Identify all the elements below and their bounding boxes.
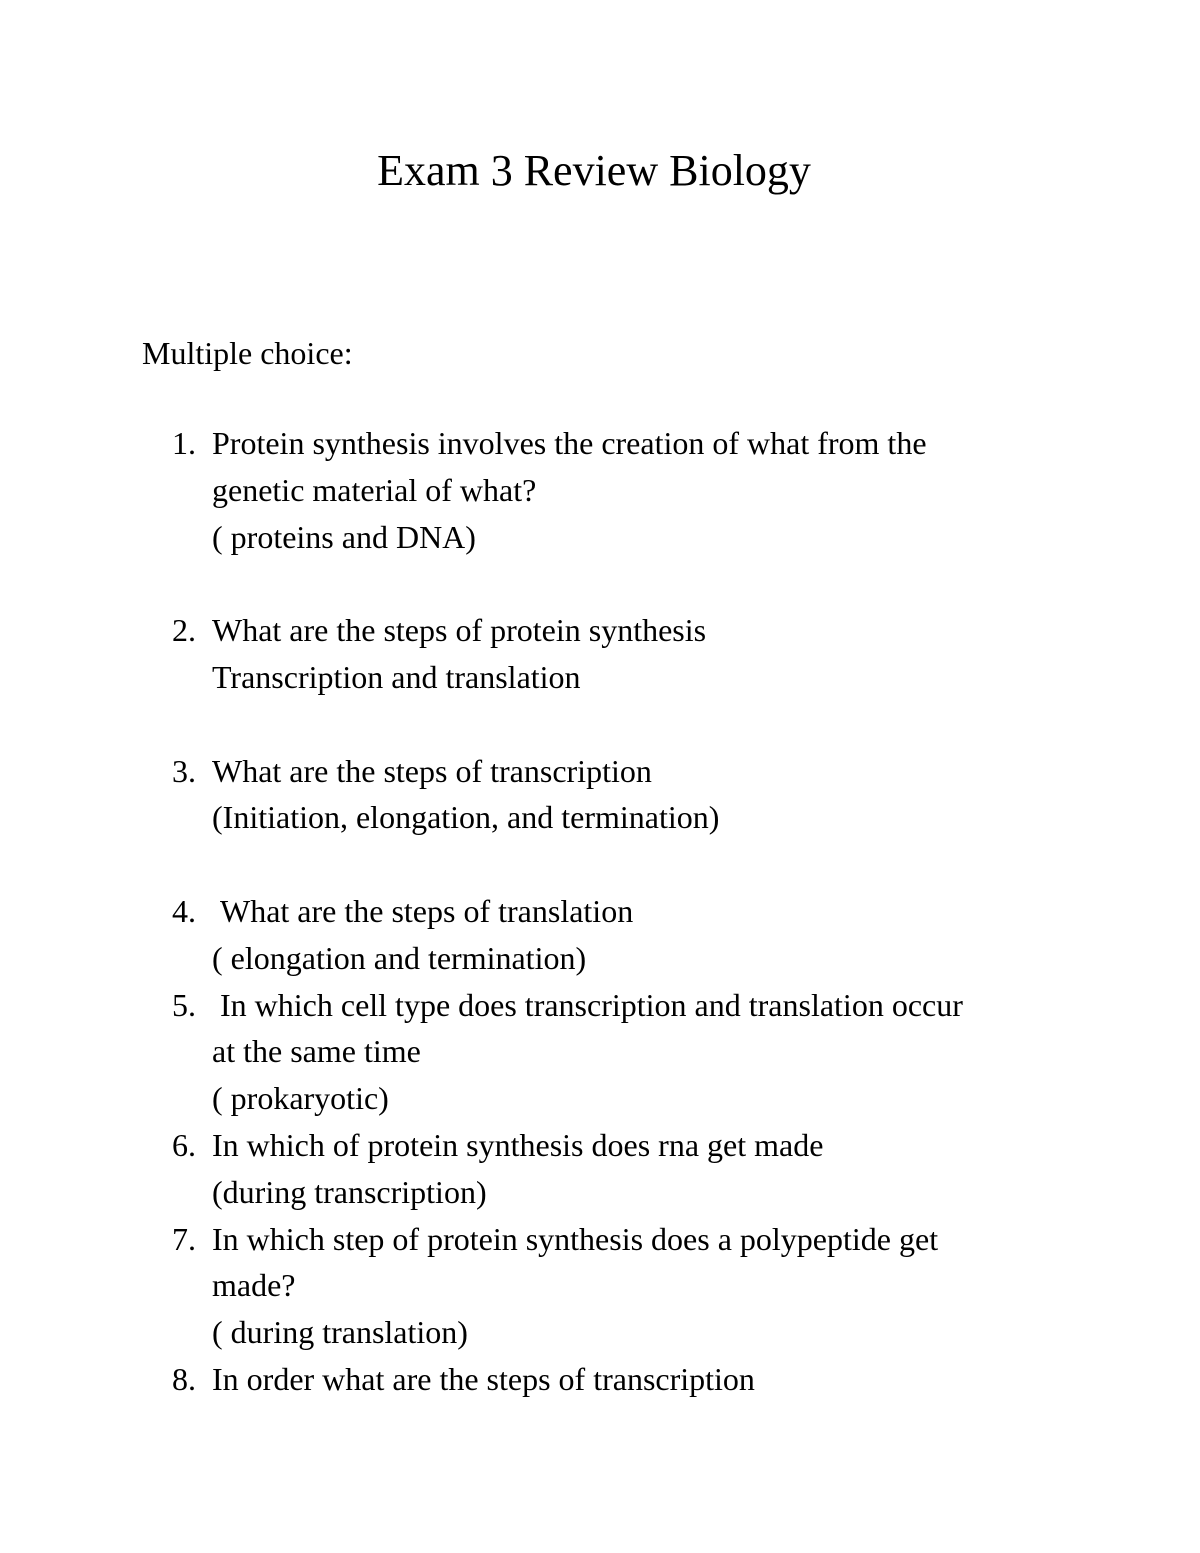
answer-text: Transcription and translation xyxy=(212,658,581,695)
question-text-line: In which of protein synthesis does rna get made xyxy=(212,1126,824,1163)
question-number: 1. xyxy=(172,425,196,461)
question-text-line: genetic material of what? xyxy=(212,471,537,508)
answer-text: ( prokaryotic) xyxy=(212,1080,389,1117)
question-text-line: What are the steps of translation xyxy=(212,892,634,929)
question-item-8 xyxy=(172,1356,1072,1403)
question-item-1 xyxy=(172,420,1072,560)
question-text-line: In order what are the steps of transcription xyxy=(212,1360,755,1397)
question-item-6 xyxy=(172,1122,1072,1216)
answer-text: ( elongation and termination) xyxy=(212,939,587,976)
answer-text: (Initiation, elongation, and termination) xyxy=(212,799,720,836)
question-number: 7. xyxy=(172,1220,196,1257)
answer-text: ( proteins and DNA) xyxy=(212,518,476,555)
question-text-line: In which cell type does transcription and translation occur xyxy=(212,986,963,1023)
question-number: 5. xyxy=(172,986,196,1023)
question-item-3 xyxy=(172,748,1072,842)
question-item-5 xyxy=(172,982,1072,1122)
question-item-7 xyxy=(172,1216,1072,1356)
question-text-line: Protein synthesis involves the creation of what from the xyxy=(212,425,927,461)
section-heading: Multiple choice: xyxy=(142,335,353,371)
question-item-2 xyxy=(172,607,1072,701)
question-item-4 xyxy=(172,888,1072,982)
question-number: 3. xyxy=(172,752,196,789)
question-number: 2. xyxy=(172,612,196,649)
question-number: 6. xyxy=(172,1126,196,1163)
question-text-line: at the same time xyxy=(212,1033,421,1070)
answer-text: ( during translation) xyxy=(212,1314,468,1351)
question-text-line: What are the steps of protein synthesis xyxy=(212,612,707,649)
question-number: 8. xyxy=(172,1360,196,1397)
page-title: Exam 3 Review Biology xyxy=(377,146,811,195)
question-number: 4. xyxy=(172,892,196,929)
question-text-line: What are the steps of transcription xyxy=(212,752,652,789)
question-text-line: In which step of protein synthesis does a polypeptide get xyxy=(212,1220,939,1257)
answer-text: (during transcription) xyxy=(212,1173,487,1210)
question-text-line: made? xyxy=(212,1267,296,1304)
question-list xyxy=(172,420,1072,1403)
